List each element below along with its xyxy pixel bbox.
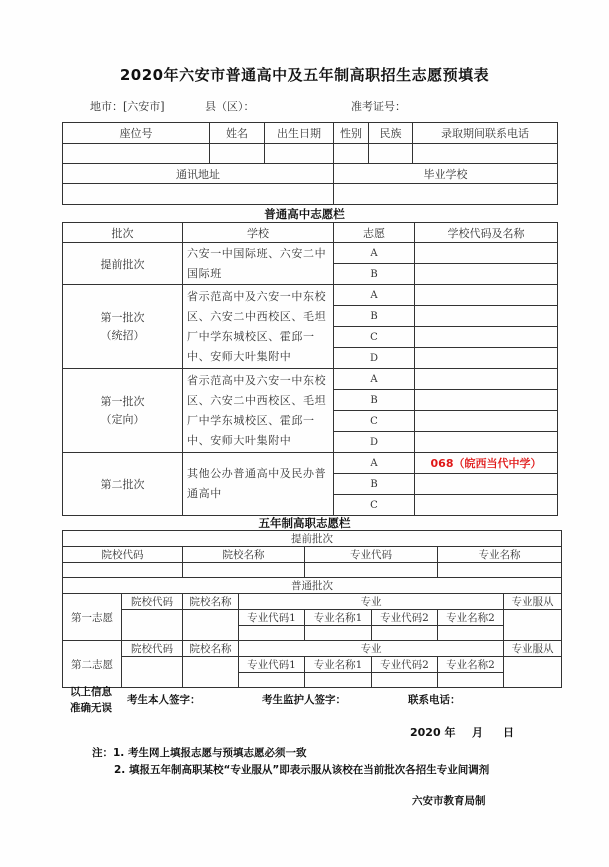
choice-letter: B — [334, 306, 415, 327]
header-major-obey: 专业服从 — [504, 641, 562, 657]
regular-batch-label: 普通批次 — [63, 578, 562, 594]
choice-letter: B — [334, 474, 415, 495]
batch-early: 提前批次 — [63, 243, 183, 285]
header-major-name-2: 专业名称2 — [438, 610, 504, 626]
choice-value-field[interactable] — [415, 306, 558, 327]
institution-name-field[interactable] — [183, 563, 305, 578]
batch-name: 第一批次 — [100, 394, 145, 408]
batch-sub: （定向） — [100, 412, 145, 426]
batch-first-directed-schools: 省示范高中及六安一中东校区、六安二中西校区、毛坦厂中学东城校区、霍邱一中、安师大叶集附中 — [183, 369, 334, 453]
address-field[interactable] — [63, 184, 334, 205]
major-name-2-field[interactable] — [438, 673, 504, 688]
choice-value-field-filled[interactable]: 068（皖西当代中学） — [415, 453, 558, 474]
choice-letter: A — [334, 369, 415, 390]
birthdate-field[interactable] — [265, 144, 334, 164]
header-institution-code: 院校代码 — [122, 594, 183, 610]
major-obey-field[interactable] — [504, 657, 562, 688]
note-2: 2. 填报五年制高职某校“专业服从”即表示服从该校在当前批次各招生专业间调剂 — [114, 764, 490, 776]
major-code-2-field[interactable] — [372, 673, 438, 688]
header-institution-code: 院校代码 — [63, 547, 183, 563]
choice-value-field[interactable] — [415, 327, 558, 348]
date-day: 日 — [503, 726, 514, 739]
batch-first-unified — [63, 285, 183, 369]
seat-number-field[interactable] — [63, 144, 210, 164]
institution-code-field[interactable] — [122, 610, 183, 641]
date-year: 2020 年 — [410, 726, 456, 739]
major-name-1-field[interactable] — [305, 673, 372, 688]
header-name: 姓名 — [210, 123, 265, 144]
major-name-field[interactable] — [438, 563, 562, 578]
form-title: 2020年六安市普通高中及五年制高职招生志愿预填表 — [119, 66, 490, 84]
second-choice-label: 第二志愿 — [63, 641, 122, 688]
choice-letter: D — [334, 432, 415, 453]
choice-value-field[interactable] — [415, 348, 558, 369]
batch-second-schools: 其他公办普通高中及民办普通高中 — [183, 453, 334, 516]
choice-letter: D — [334, 348, 415, 369]
institution-name-field[interactable] — [183, 657, 239, 688]
header-major-obey: 专业服从 — [504, 594, 562, 610]
major-code-1-field[interactable] — [239, 626, 305, 641]
date-month: 月 — [472, 726, 483, 739]
contact-phone-field[interactable] — [413, 144, 558, 164]
choice-value-field[interactable] — [415, 243, 558, 264]
choice-letter: A — [334, 453, 415, 474]
header-graduate-school: 毕业学校 — [334, 164, 558, 184]
gender-field[interactable] — [334, 144, 369, 164]
header-ethnicity: 民族 — [369, 123, 413, 144]
batch-name: 第一批次 — [100, 310, 145, 324]
institution-code-field[interactable] — [122, 657, 183, 688]
batch-second: 第二批次 — [63, 453, 183, 516]
high-school-table — [62, 222, 558, 516]
choice-letter: B — [334, 390, 415, 411]
choice-letter: A — [334, 243, 415, 264]
vocational-table — [62, 530, 562, 688]
guardian-signature-label: 考生监护人签字： — [262, 694, 346, 706]
choice-value-field[interactable] — [415, 474, 558, 495]
header-institution-name: 院校名称 — [183, 547, 305, 563]
note-1: 注：1. 考生网上填报志愿与预填志愿必须一致 — [92, 747, 307, 759]
header-major-code-2: 专业代码2 — [372, 610, 438, 626]
header-major-code-2: 专业代码2 — [372, 657, 438, 673]
major-obey-field[interactable] — [504, 610, 562, 641]
major-name-1-field[interactable] — [305, 626, 372, 641]
header-major: 专业 — [239, 641, 504, 657]
major-name-2-field[interactable] — [438, 626, 504, 641]
header-address: 通讯地址 — [63, 164, 334, 184]
high-school-section-title: 普通高中志愿栏 — [264, 207, 345, 221]
choice-letter: C — [334, 327, 415, 348]
major-code-2-field[interactable] — [372, 626, 438, 641]
header-major-code: 专业代码 — [305, 547, 438, 563]
institution-name-field[interactable] — [183, 610, 239, 641]
batch-sub: （统招） — [100, 328, 145, 342]
county-label: 县（区）： — [205, 100, 255, 113]
header-major-code-1: 专业代码1 — [239, 657, 305, 673]
header-contact-phone: 录取期间联系电话 — [413, 123, 558, 144]
header-major-name-1: 专业名称1 — [305, 657, 372, 673]
header-major-name-2: 专业名称2 — [438, 657, 504, 673]
issuer-label: 六安市教育局制 — [412, 795, 486, 807]
ethnicity-field[interactable] — [369, 144, 413, 164]
choice-letter: C — [334, 495, 415, 516]
batch-first-directed — [63, 369, 183, 453]
header-school: 学校 — [183, 223, 334, 243]
header-institution-name: 院校名称 — [183, 594, 239, 610]
header-major-code-1: 专业代码1 — [239, 610, 305, 626]
header-institution-code: 院校代码 — [122, 641, 183, 657]
choice-value-field[interactable] — [415, 432, 558, 453]
vocational-section-title: 五年制高职志愿栏 — [258, 516, 351, 530]
header-major-name-1: 专业名称1 — [305, 610, 372, 626]
choice-value-field[interactable] — [415, 264, 558, 285]
exam-id-label: 准考证号： — [351, 100, 406, 113]
header-choice: 志愿 — [334, 223, 415, 243]
batch-early-schools: 六安一中国际班、六安二中国际班 — [183, 243, 334, 285]
header-institution-name: 院校名称 — [183, 641, 239, 657]
confirm-label-line2: 准确无误 — [70, 702, 112, 714]
name-field[interactable] — [210, 144, 265, 164]
choice-value-field[interactable] — [415, 390, 558, 411]
choice-letter: C — [334, 411, 415, 432]
header-batch: 批次 — [63, 223, 183, 243]
major-code-field[interactable] — [305, 563, 438, 578]
personal-info-table — [62, 122, 558, 205]
student-signature-label: 考生本人签字： — [127, 694, 201, 706]
city-label: 地市：[六安市] — [90, 100, 165, 113]
header-major-name: 专业名称 — [438, 547, 562, 563]
header-gender: 性别 — [334, 123, 369, 144]
major-code-1-field[interactable] — [239, 673, 305, 688]
choice-value-field[interactable] — [415, 495, 558, 516]
choice-value-field[interactable] — [415, 411, 558, 432]
confirm-label-line1: 以上信息 — [70, 686, 112, 698]
choice-letter: A — [334, 285, 415, 306]
institution-code-field[interactable] — [63, 563, 183, 578]
batch-first-unified-schools: 省示范高中及六安一中东校区、六安二中西校区、毛坦厂中学东城校区、霍邱一中、安师大叶集附中 — [183, 285, 334, 369]
choice-letter: B — [334, 264, 415, 285]
header-school-code-name: 学校代码及名称 — [415, 223, 558, 243]
graduate-school-field[interactable] — [334, 184, 558, 205]
choice-value-field[interactable] — [415, 369, 558, 390]
header-major: 专业 — [239, 594, 504, 610]
early-batch-label: 提前批次 — [63, 531, 562, 547]
header-birthdate: 出生日期 — [265, 123, 334, 144]
header-seat-number: 座位号 — [63, 123, 210, 144]
first-choice-label: 第一志愿 — [63, 594, 122, 641]
choice-value-field[interactable] — [415, 285, 558, 306]
phone-label: 联系电话： — [408, 694, 461, 706]
